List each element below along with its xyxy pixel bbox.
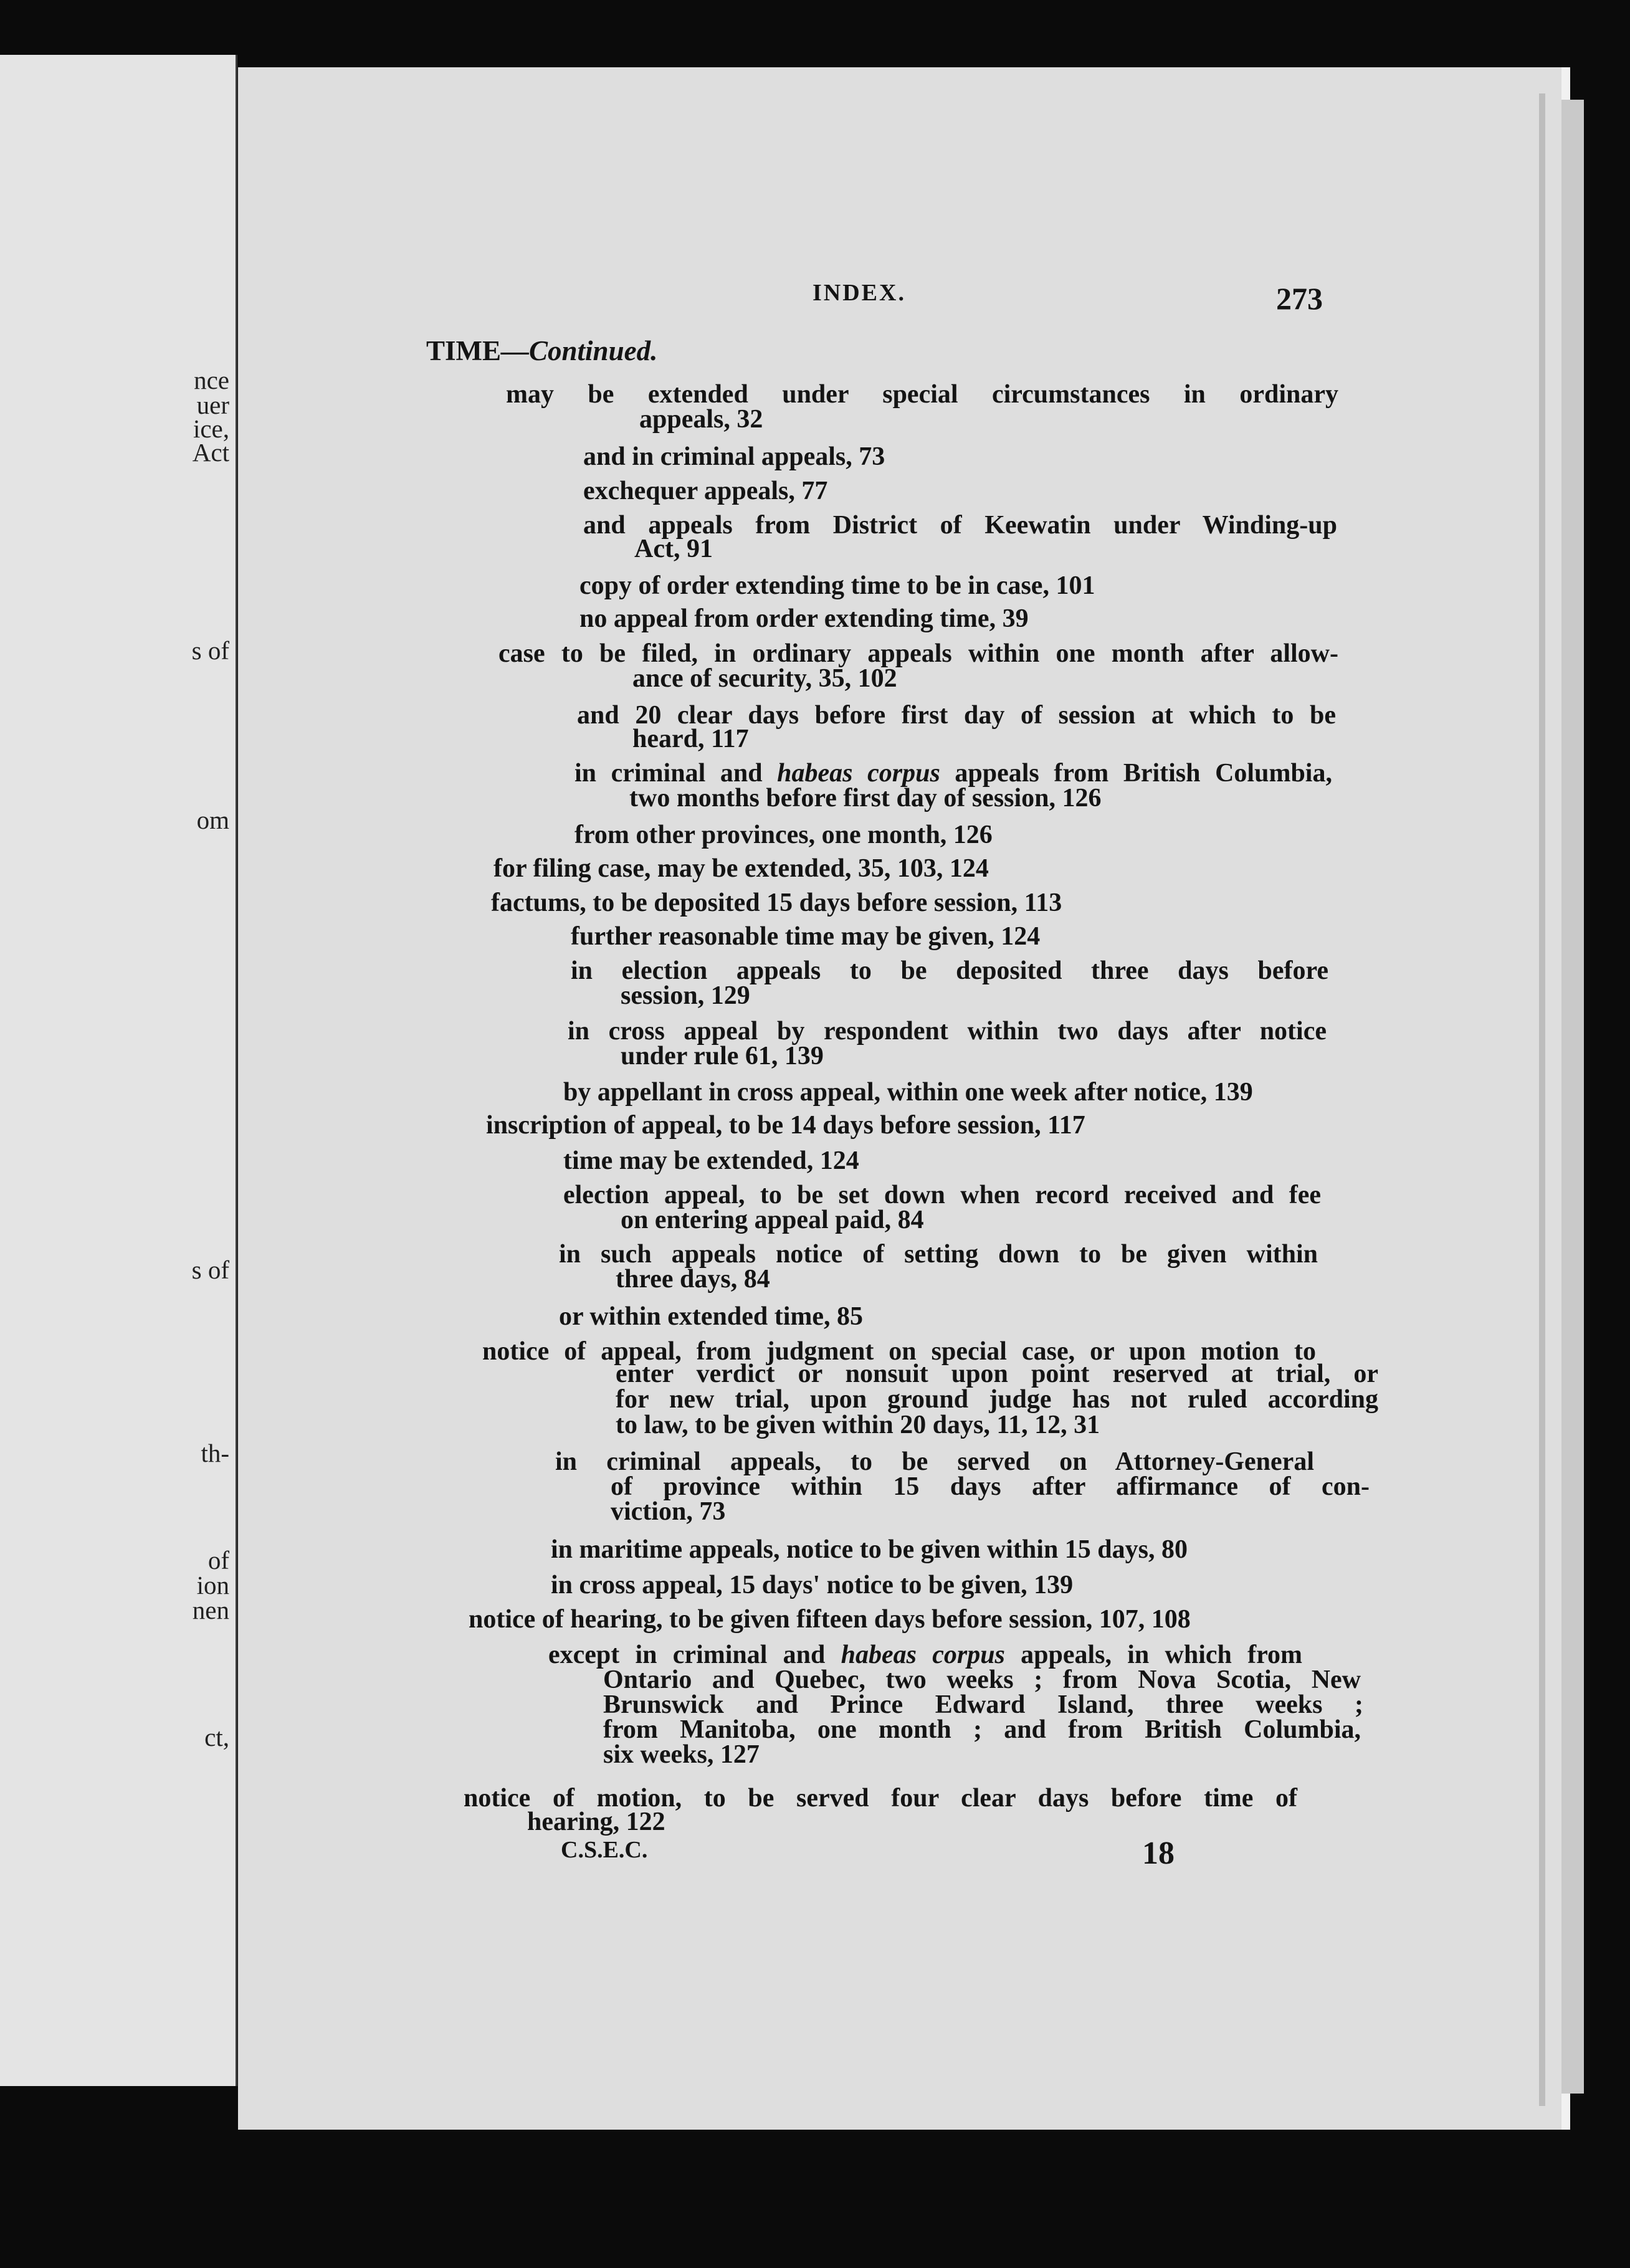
entry-italic-term: habeas corpus <box>777 759 940 788</box>
index-entry-line: in criminal appeals, to be served on Attorney-General <box>555 1447 1314 1476</box>
index-entry-line: in cross appeal, 15 days' notice to be given, 139 <box>551 1571 1074 1599</box>
index-heading <box>426 335 657 367</box>
index-entry-line: in cross appeal by respondent within two days after notice <box>568 1017 1327 1046</box>
index-entry-line: of province within 15 days after affirmance of con- <box>611 1472 1370 1501</box>
index-entry-line: election appeal, to be set down when record received and fee <box>563 1181 1321 1209</box>
index-entry-line: notice of hearing, to be given fifteen days before session, 107, 108 <box>469 1605 1191 1634</box>
index-entry-line: enter verdict or nonsuit upon point reserved at trial, or <box>616 1360 1378 1388</box>
index-entry-line: and 20 clear days before first day of session at which to be <box>577 701 1336 730</box>
index-entry-line: viction, 73 <box>611 1497 726 1526</box>
left-page-text-fragment: ice, <box>193 414 229 443</box>
heading-term: TIME <box>426 335 502 366</box>
left-page-text-fragment: ion <box>196 1571 229 1599</box>
left-page-text-fragment: s of <box>191 1256 229 1284</box>
signature-mark: C.S.E.C. <box>561 1837 648 1863</box>
left-page-text-fragment: Act <box>192 438 229 467</box>
sheet-number: 18 <box>1142 1836 1175 1871</box>
index-entry-line: for new trial, upon ground judge has not ruled according <box>616 1385 1378 1414</box>
left-page-text-fragment: of <box>207 1546 229 1575</box>
facing-page-fragment <box>0 55 237 2086</box>
index-entry-line: and appeals from District of Keewatin under Winding-up <box>583 511 1337 540</box>
index-entry-line: appeals, 32 <box>639 405 763 434</box>
index-entry-line <box>574 760 1332 786</box>
entry-text: appeals, in which from <box>1004 1641 1302 1669</box>
index-entry-line: exchequer appeals, 77 <box>583 477 828 505</box>
running-head: INDEX. <box>813 280 906 306</box>
left-page-text-fragment: nce <box>194 366 229 394</box>
index-entry-line: may be extended under special circumstances in ordinary <box>506 380 1338 409</box>
index-entry-line: in such appeals notice of setting down to be given within <box>559 1240 1318 1269</box>
entry-text: in criminal and <box>574 759 778 788</box>
index-entry-line: hearing, 122 <box>527 1808 665 1836</box>
page-edge-shadow <box>1539 93 1545 2106</box>
index-entry-line: case to be filed, in ordinary appeals within one month after allow- <box>498 639 1338 668</box>
index-entry-line: notice of motion, to be served four clear days before time of <box>464 1784 1297 1813</box>
index-entry-line: by appellant in cross appeal, within one week after notice, 139 <box>563 1078 1253 1107</box>
left-page-text-fragment: ct, <box>204 1723 229 1751</box>
index-entry-line: to law, to be given within 20 days, 11, 12, 31 <box>616 1411 1100 1439</box>
index-entry-line: notice of appeal, from judgment on special case, or upon motion to <box>482 1337 1316 1366</box>
index-entry-line: on entering appeal paid, 84 <box>621 1206 924 1234</box>
index-entry-line: heard, 117 <box>632 725 749 753</box>
index-entry-line: or within extended time, 85 <box>559 1302 864 1331</box>
index-entry-line: from other provinces, one month, 126 <box>574 821 993 849</box>
index-entry-line: further reasonable time may be given, 124 <box>571 922 1041 951</box>
index-entry-line <box>548 1642 1302 1668</box>
index-entry-line: two months before first day of session, 126 <box>629 784 1102 812</box>
index-entry-line: under rule 61, 139 <box>621 1042 824 1070</box>
index-entry-line: six weeks, 127 <box>603 1740 760 1769</box>
index-entry-line: session, 129 <box>621 981 750 1010</box>
left-page-text-fragment: th- <box>201 1439 229 1467</box>
page-number: 273 <box>1276 281 1323 316</box>
index-entry-line: time may be extended, 124 <box>563 1146 859 1175</box>
index-entry-line: Brunswick and Prince Edward Island, three weeks ; <box>603 1690 1363 1719</box>
left-page-text-fragment: om <box>196 806 229 834</box>
left-page-text-fragment: uer <box>196 391 229 419</box>
index-entry-line: Act, 91 <box>634 535 713 563</box>
page-edge <box>1561 100 1584 2094</box>
entry-text: appeals from British Columbia, <box>940 759 1332 788</box>
index-entry-line: factums, to be deposited 15 days before session, 113 <box>491 889 1062 917</box>
index-entry-line: no appeal from order extending time, 39 <box>579 604 1029 633</box>
index-entry-line: ance of security, 35, 102 <box>632 664 897 693</box>
index-entry-line: Ontario and Quebec, two weeks ; from Nova Scotia, New <box>603 1665 1361 1694</box>
index-entry-line: copy of order extending time to be in case, 101 <box>579 571 1095 600</box>
heading-continued: —Continued. <box>501 335 658 366</box>
index-entry-line: in maritime appeals, notice to be given within 15 days, 80 <box>551 1535 1188 1564</box>
index-entry-line: for filing case, may be extended, 35, 103, 124 <box>493 854 989 883</box>
index-entry-line: and in criminal appeals, 73 <box>583 442 885 471</box>
index-entry-line: inscription of appeal, to be 14 days before session, 117 <box>486 1111 1085 1140</box>
index-entry-line: from Manitoba, one month ; and from British Columbia, <box>603 1715 1361 1744</box>
index-entry-line: in election appeals to be deposited three days before <box>571 956 1328 985</box>
index-entry-line: three days, 84 <box>616 1265 770 1294</box>
left-page-text-fragment: s of <box>191 636 229 665</box>
entry-text: except in criminal and <box>548 1641 841 1669</box>
entry-italic-term: habeas corpus <box>841 1641 1005 1669</box>
left-page-text-fragment: nen <box>192 1596 229 1624</box>
